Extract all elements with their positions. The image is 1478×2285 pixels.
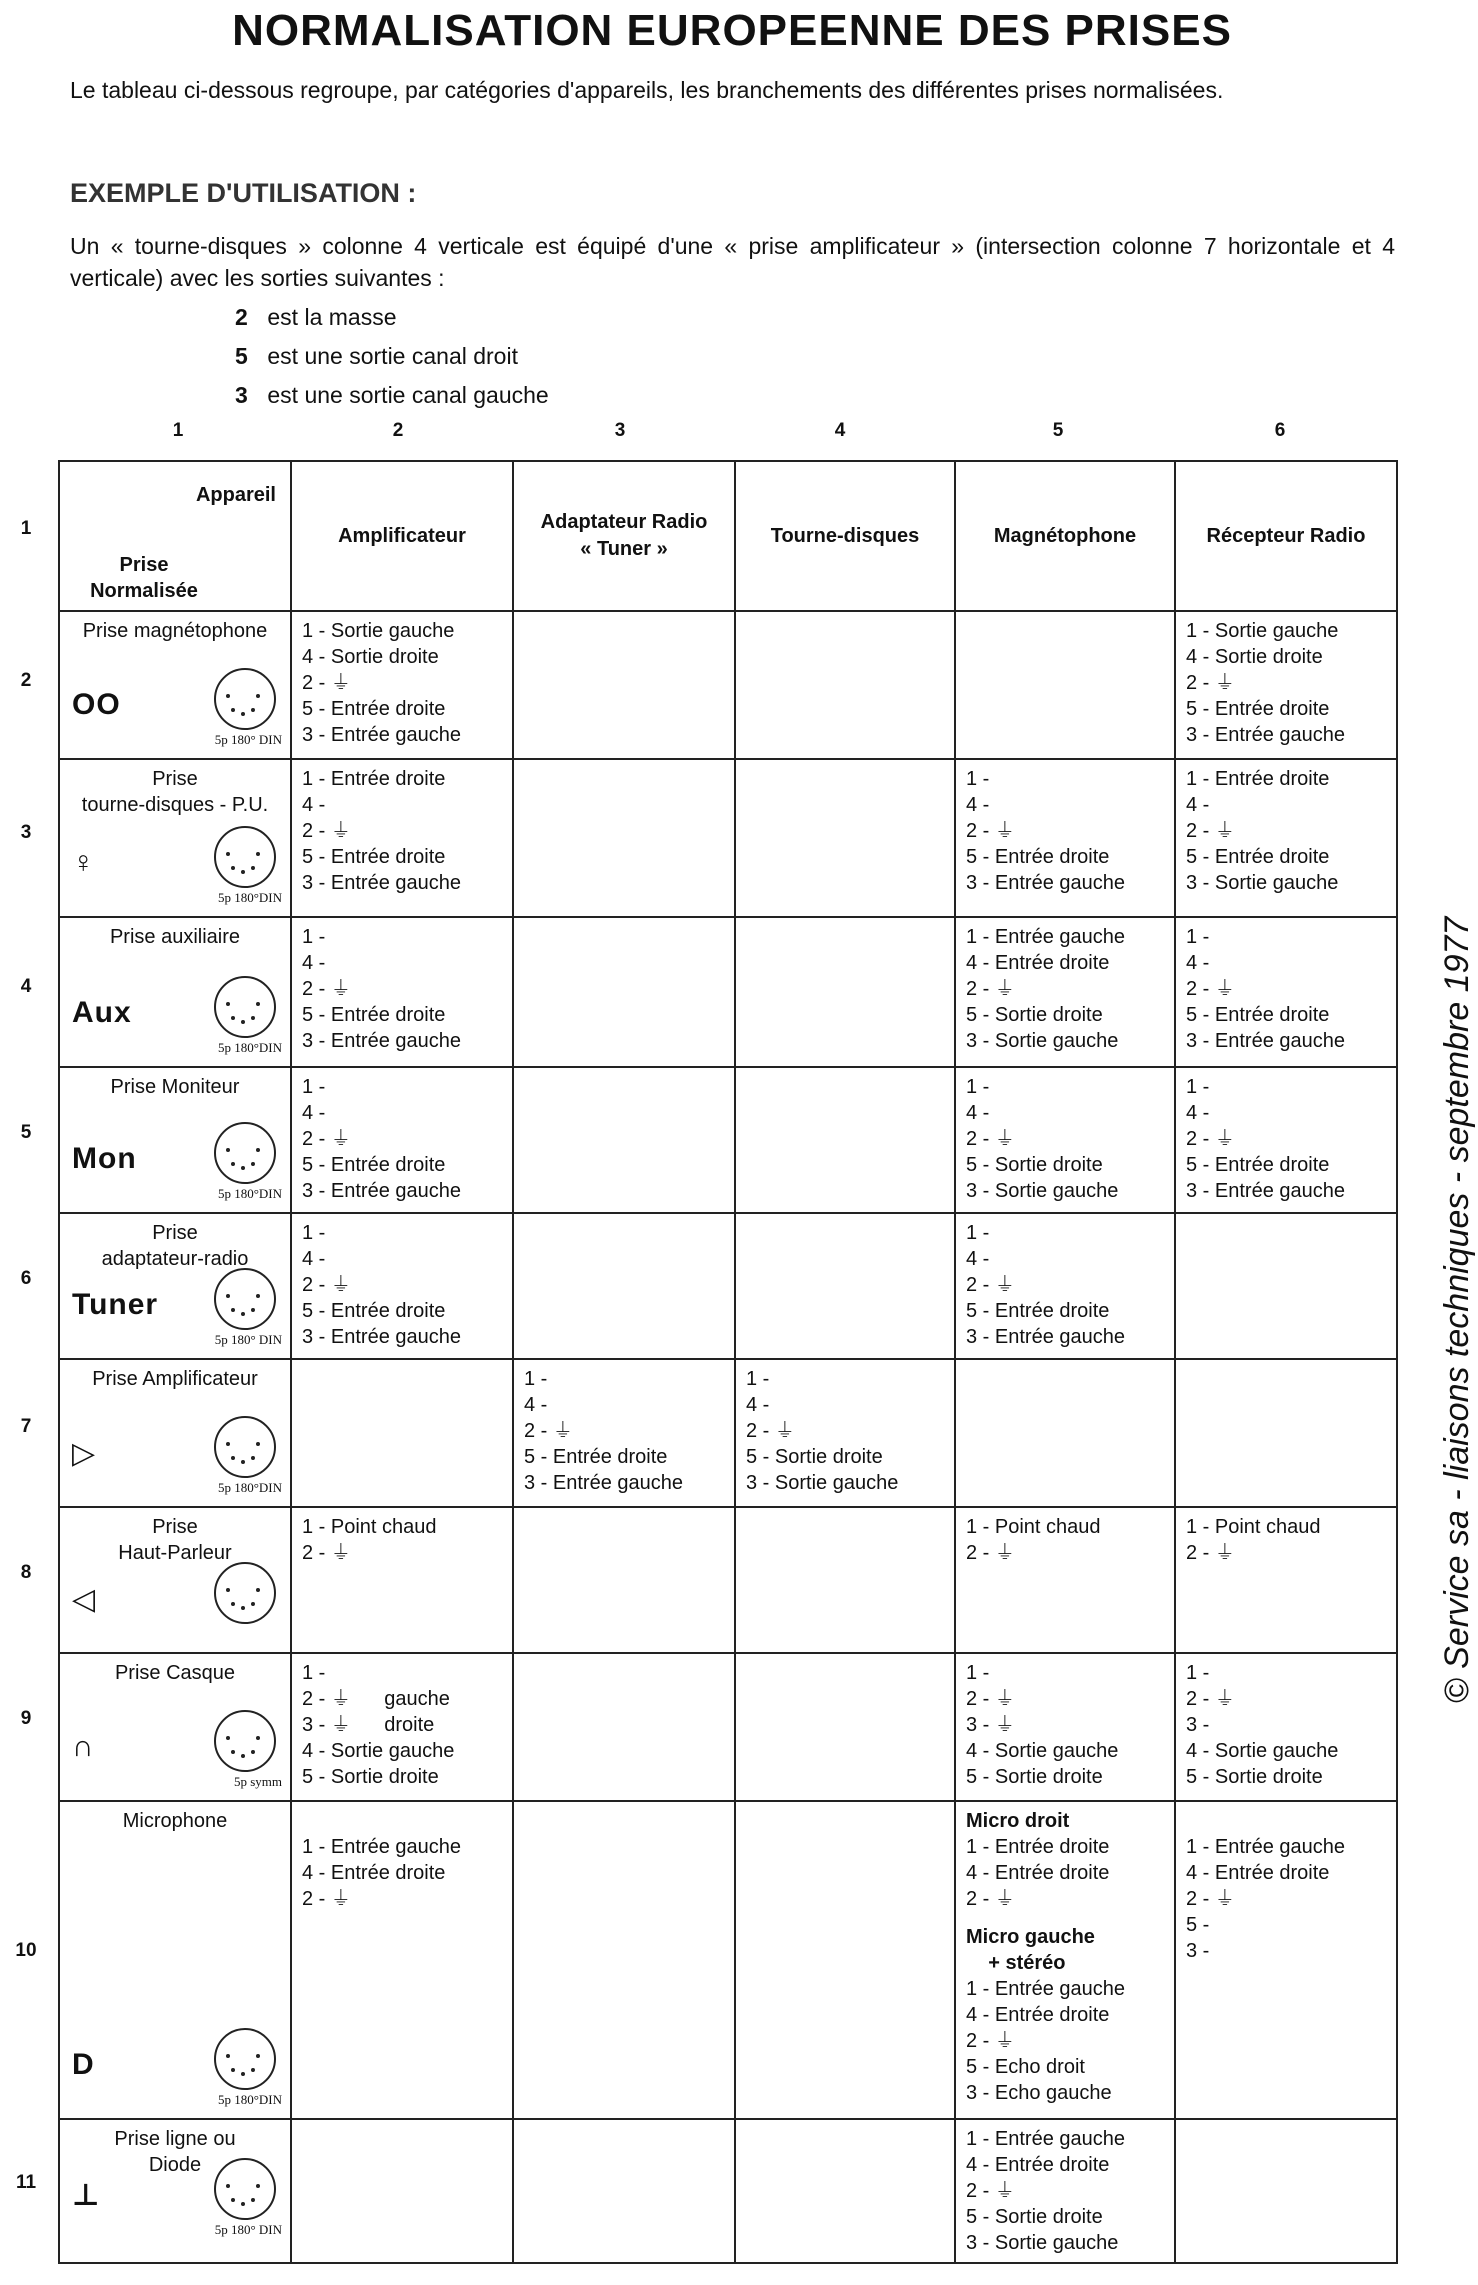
- pin-cell: [735, 759, 955, 917]
- page-title: NORMALISATION EUROPEENNE DES PRISES: [232, 6, 1232, 55]
- pin-cell: [291, 1067, 513, 1213]
- din-connector-icon: [214, 1416, 276, 1478]
- pin-cell: [955, 611, 1175, 759]
- column-number: 2: [392, 420, 404, 441]
- pin-list: [736, 1068, 954, 1080]
- pin-list: 1 - 4 - 2 - ⏚ 5 - Entrée droite 3 - Entrée gauche: [1186, 926, 1345, 1052]
- pin-list: 1 - 4 - 2 - ⏚ 5 - Entrée droite 3 - Entrée gauche: [302, 926, 461, 1052]
- column-number: 6: [1274, 420, 1286, 441]
- pin-cell: [955, 1653, 1175, 1801]
- pin-cell: [1175, 1213, 1397, 1359]
- pin-list: [736, 1802, 954, 1814]
- pin-cell: [1175, 1067, 1397, 1213]
- row-number: 2: [20, 670, 32, 691]
- pin-list: [292, 2120, 512, 2132]
- prise-cell: [59, 1067, 291, 1213]
- connector-type: 5p 180°DIN: [217, 890, 282, 905]
- example-text: Un « tourne-disques » colonne 4 verticale est équipé d'une « prise amplificateur » (intersection colonne 7 horizontale et 4 verticale) avec les sorties suivantes :: [70, 233, 1395, 291]
- pin-list: [736, 1508, 954, 1520]
- prise-label: Microphone: [122, 1810, 228, 1832]
- prise-cell: [59, 1213, 291, 1359]
- pin-list: 1 - Point chaud 2 - ⏚: [966, 1516, 1101, 1564]
- prise-label: Prise auxiliaire: [109, 926, 241, 948]
- pin-cell: [1175, 1801, 1397, 2119]
- pin-cell: [291, 759, 513, 917]
- prise-cell: [59, 917, 291, 1067]
- pin-list: [736, 2120, 954, 2132]
- prise-symbol-icon: Aux: [72, 996, 132, 1029]
- pin-list: 1 - Point chaud 2 - ⏚: [1186, 1516, 1321, 1564]
- example-item: 5 est une sortie canal droit: [235, 343, 518, 369]
- pin-list: [514, 1508, 734, 1520]
- prise-cell: [59, 1507, 291, 1653]
- corner-cell: [59, 461, 291, 611]
- prise-cell: [59, 2119, 291, 2263]
- pin-cell: [291, 2119, 513, 2263]
- pin-cell: [513, 1653, 735, 1801]
- prise-symbol-icon: ▷: [72, 1437, 97, 1470]
- table-row: [59, 1213, 1397, 1359]
- pin-cell: [513, 611, 735, 759]
- prise-symbol-icon: ⊥: [72, 2179, 101, 2212]
- din-connector-icon: [214, 826, 276, 888]
- pin-list: 1 - Entrée droite 4 - 2 - ⏚ 5 - Entrée droite 3 - Entrée gauche: [302, 768, 461, 894]
- column-number: 3: [614, 420, 626, 441]
- pin-list: 1 - 4 - 2 - ⏚ 5 - Entrée droite 3 - Entrée gauche: [966, 768, 1125, 894]
- prise-symbol-icon: OO: [72, 688, 121, 721]
- mic-right-pins: 1 - Entrée droite 4 - Entrée droite 2 - ⏚: [966, 1836, 1110, 1910]
- pin-cell: [291, 1213, 513, 1359]
- copyright-side-text: © Service sa - liaisons techniques - septembre 1977: [1438, 916, 1476, 1704]
- connector-table: [58, 460, 1398, 2264]
- pin-cell: [291, 1359, 513, 1507]
- pin-cell: [1175, 1359, 1397, 1507]
- pin-cell: [291, 611, 513, 759]
- pin-list: 1 - Entrée gauche 4 - Entrée droite 2 - ⏚ 5 - Sortie droite 3 - Sortie gauche: [966, 926, 1125, 1052]
- pin-list: 1 - 4 - 2 - ⏚ 5 - Entrée droite 3 - Entrée gauche: [1186, 1076, 1345, 1202]
- pin-list: [736, 918, 954, 930]
- header-tourne-disques: Tourne-disques: [735, 461, 955, 611]
- row-number: 5: [20, 1122, 32, 1143]
- prise-symbol-icon: Mon: [72, 1142, 137, 1175]
- pin-cell: [291, 1653, 513, 1801]
- column-number: 4: [834, 420, 846, 441]
- table-row: [59, 1653, 1397, 1801]
- row-number: 8: [20, 1562, 32, 1583]
- din-connector-icon: [214, 976, 276, 1038]
- pin-list: [736, 612, 954, 624]
- connector-type: 5p 180° DIN: [214, 2222, 282, 2237]
- pin-cell: [955, 1801, 1175, 2119]
- pin-list: [736, 1214, 954, 1226]
- pin-list: 1 - 4 - 2 - ⏚ 5 - Entrée droite 3 - Entrée gauche: [966, 1222, 1125, 1348]
- prise-label: Prise Casque: [114, 1662, 236, 1684]
- connector-type: 5p 180°DIN: [217, 2092, 282, 2107]
- pin-list: [1176, 1360, 1396, 1372]
- din-connector-icon: [214, 1710, 276, 1772]
- header-tuner: Adaptateur Radio « Tuner »: [513, 461, 735, 611]
- pin-cell: [955, 1359, 1175, 1507]
- pin-list: [292, 1360, 512, 1372]
- pin-list: [956, 1802, 1174, 2112]
- din-connector-icon: [214, 2158, 276, 2220]
- pin-list: 1 - 4 - 2 - ⏚ 5 - Entrée droite 3 - Entrée gauche: [302, 1076, 461, 1202]
- pin-cell: [735, 1067, 955, 1213]
- pin-cell: [735, 1653, 955, 1801]
- example-list: [235, 298, 549, 415]
- pin-cell: [1175, 611, 1397, 759]
- prise-cell: [59, 759, 291, 917]
- table-row: [59, 759, 1397, 917]
- pin-cell: [1175, 917, 1397, 1067]
- connector-type: 5p 180°DIN: [217, 1480, 282, 1495]
- pin-cell: [1175, 1653, 1397, 1801]
- row-number: 3: [20, 822, 32, 843]
- pin-list: [514, 918, 734, 930]
- pin-list: 1 - 4 - 2 - ⏚ 5 - Entrée droite 3 - Entrée gauche: [524, 1368, 683, 1494]
- prise-symbol-icon: D: [72, 2048, 95, 2081]
- pin-cell: [955, 1507, 1175, 1653]
- pin-cell: [513, 2119, 735, 2263]
- pin-cell: [291, 1507, 513, 1653]
- example-item: 2 est la masse: [235, 304, 397, 330]
- row-number: 7: [20, 1416, 32, 1437]
- pin-list: [1176, 2120, 1396, 2132]
- row-number: 10: [15, 1940, 37, 1961]
- pin-list: 1 - Sortie gauche 4 - Sortie droite 2 - ⏚ 5 - Entrée droite 3 - Entrée gauche: [302, 620, 461, 746]
- pin-list: 1 - Entrée droite 4 - 2 - ⏚ 5 - Entrée droite 3 - Sortie gauche: [1186, 768, 1339, 894]
- header-prise: Prise Normalisée: [90, 554, 198, 602]
- connector-type: 5p 180°DIN: [217, 1186, 282, 1201]
- pin-list: [514, 612, 734, 624]
- pin-cell: [1175, 759, 1397, 917]
- header-row: [59, 461, 1397, 611]
- pin-cell: [735, 2119, 955, 2263]
- prise-cell: [59, 1653, 291, 1801]
- pin-cell: [513, 1213, 735, 1359]
- header-amplificateur: Amplificateur: [291, 461, 513, 611]
- pin-list: [736, 760, 954, 772]
- column-number: 1: [172, 420, 184, 441]
- prise-label: Prise adaptateur-radio: [101, 1222, 249, 1270]
- pin-cell: [513, 1507, 735, 1653]
- din-connector-icon: [214, 668, 276, 730]
- example-item: 3 est une sortie canal gauche: [235, 382, 549, 408]
- table-row: [59, 1067, 1397, 1213]
- connector-type: 5p symm: [233, 1774, 282, 1789]
- din-connector-icon: [214, 1268, 276, 1330]
- table-row: [59, 1359, 1397, 1507]
- pin-list: 1 - 2 - ⏚ 3 - 4 - Sortie gauche 5 - Sortie droite: [1186, 1662, 1339, 1788]
- pin-cell: [291, 917, 513, 1067]
- prise-symbol-icon: Tuner: [72, 1288, 159, 1321]
- prise-label: Prise Moniteur: [110, 1076, 240, 1098]
- table-row: [59, 1801, 1397, 2119]
- pin-list: [514, 1214, 734, 1226]
- prise-label: Prise Amplificateur: [92, 1368, 258, 1390]
- prise-label: Prise tourne-disques - P.U.: [81, 768, 269, 816]
- pin-list: [514, 760, 734, 772]
- mic-left-heading: Micro gauche + stéréo: [966, 1926, 1095, 1974]
- pin-cell: [735, 1507, 955, 1653]
- din-connector-icon: [214, 1122, 276, 1184]
- pin-list: 1 - Entrée gauche 4 - Entrée droite 2 - ⏚: [302, 1836, 461, 1910]
- mic-left-pins: 1 - Entrée gauche 4 - Entrée droite 2 - ⏚ 5 - Echo droit 3 - Echo gauche: [966, 1978, 1125, 2104]
- header-appareil: Appareil: [195, 484, 276, 506]
- pin-cell: [955, 1067, 1175, 1213]
- example-heading: EXEMPLE D'UTILISATION :: [70, 178, 417, 208]
- pin-list: 1 - 4 - 2 - ⏚ 5 - Sortie droite 3 - Sortie gauche: [966, 1076, 1119, 1202]
- header-recepteur-radio: Récepteur Radio: [1175, 461, 1397, 611]
- pin-list: [956, 1360, 1174, 1372]
- pin-list: 1 - 2 - ⏚ gauche 3 - ⏚ droite 4 - Sortie gauche 5 - Sortie droite: [302, 1662, 455, 1788]
- pin-cell: [1175, 1507, 1397, 1653]
- pin-cell: [291, 1801, 513, 2119]
- row-number: 1: [20, 518, 32, 539]
- pin-cell: [735, 1359, 955, 1507]
- table-row: [59, 611, 1397, 759]
- pin-cell: [513, 759, 735, 917]
- pin-list: [514, 1068, 734, 1080]
- pin-cell: [735, 917, 955, 1067]
- pin-list: [514, 2120, 734, 2132]
- mic-right-heading: Micro droit: [966, 1810, 1070, 1832]
- pin-list: 1 - 4 - 2 - ⏚ 5 - Sortie droite 3 - Sortie gauche: [746, 1368, 899, 1494]
- pin-list: [514, 1654, 734, 1666]
- prise-symbol-icon: ∩: [72, 1730, 95, 1763]
- prise-symbol-icon: ◁: [72, 1583, 97, 1616]
- pin-cell: [513, 1067, 735, 1213]
- prise-label: Prise ligne ou Diode: [114, 2128, 236, 2176]
- prise-cell: [59, 1801, 291, 2119]
- prise-label: Prise Haut-Parleur: [118, 1516, 232, 1564]
- pin-list: [736, 1654, 954, 1666]
- pin-list: [956, 612, 1174, 624]
- table-row: [59, 1507, 1397, 1653]
- pin-cell: [955, 917, 1175, 1067]
- row-number: 11: [15, 2172, 37, 2193]
- row-number: 6: [20, 1268, 32, 1289]
- pin-list: [1176, 1214, 1396, 1226]
- connector-type: 5p 180° DIN: [214, 732, 282, 747]
- prise-label: Prise magnétophone: [82, 620, 268, 642]
- pin-cell: [513, 1801, 735, 2119]
- prise-symbol-icon: ♀: [72, 846, 96, 879]
- prise-cell: [59, 611, 291, 759]
- pin-cell: [955, 1213, 1175, 1359]
- table-row: [59, 917, 1397, 1067]
- column-number: 5: [1052, 420, 1064, 441]
- row-number: 9: [20, 1708, 32, 1729]
- pin-cell: [513, 917, 735, 1067]
- pin-cell: [735, 611, 955, 759]
- pin-cell: [735, 1213, 955, 1359]
- header-magnetophone: Magnétophone: [955, 461, 1175, 611]
- pin-list: 1 - Entrée gauche 4 - Entrée droite 2 - ⏚ 5 - 3 -: [1186, 1836, 1345, 1962]
- row-number: 4: [20, 976, 32, 997]
- pin-cell: [955, 2119, 1175, 2263]
- intro-paragraph: Le tableau ci-dessous regroupe, par catégories d'appareils, les branchements des différentes prises normalisées.: [70, 77, 1224, 103]
- pin-cell: [735, 1801, 955, 2119]
- pin-list: 1 - 4 - 2 - ⏚ 5 - Entrée droite 3 - Entrée gauche: [302, 1222, 461, 1348]
- pin-cell: [513, 1359, 735, 1507]
- pin-list: 1 - Sortie gauche 4 - Sortie droite 2 - ⏚ 5 - Entrée droite 3 - Entrée gauche: [1186, 620, 1345, 746]
- pin-cell: [955, 759, 1175, 917]
- din-connector-icon: [214, 2028, 276, 2090]
- table-row: [59, 2119, 1397, 2263]
- prise-cell: [59, 1359, 291, 1507]
- pin-list: 1 - Entrée gauche 4 - Entrée droite 2 - ⏚ 5 - Sortie droite 3 - Sortie gauche: [966, 2128, 1125, 2254]
- pin-cell: [1175, 2119, 1397, 2263]
- connector-type: 5p 180° DIN: [214, 1332, 282, 1347]
- pin-list: 1 - 2 - ⏚ 3 - ⏚ 4 - Sortie gauche 5 - Sortie droite: [966, 1662, 1119, 1788]
- connector-type: 5p 180°DIN: [217, 1040, 282, 1055]
- pin-list: [514, 1802, 734, 1814]
- din-connector-icon: [214, 1562, 276, 1624]
- pin-list: 1 - Point chaud 2 - ⏚: [302, 1516, 437, 1564]
